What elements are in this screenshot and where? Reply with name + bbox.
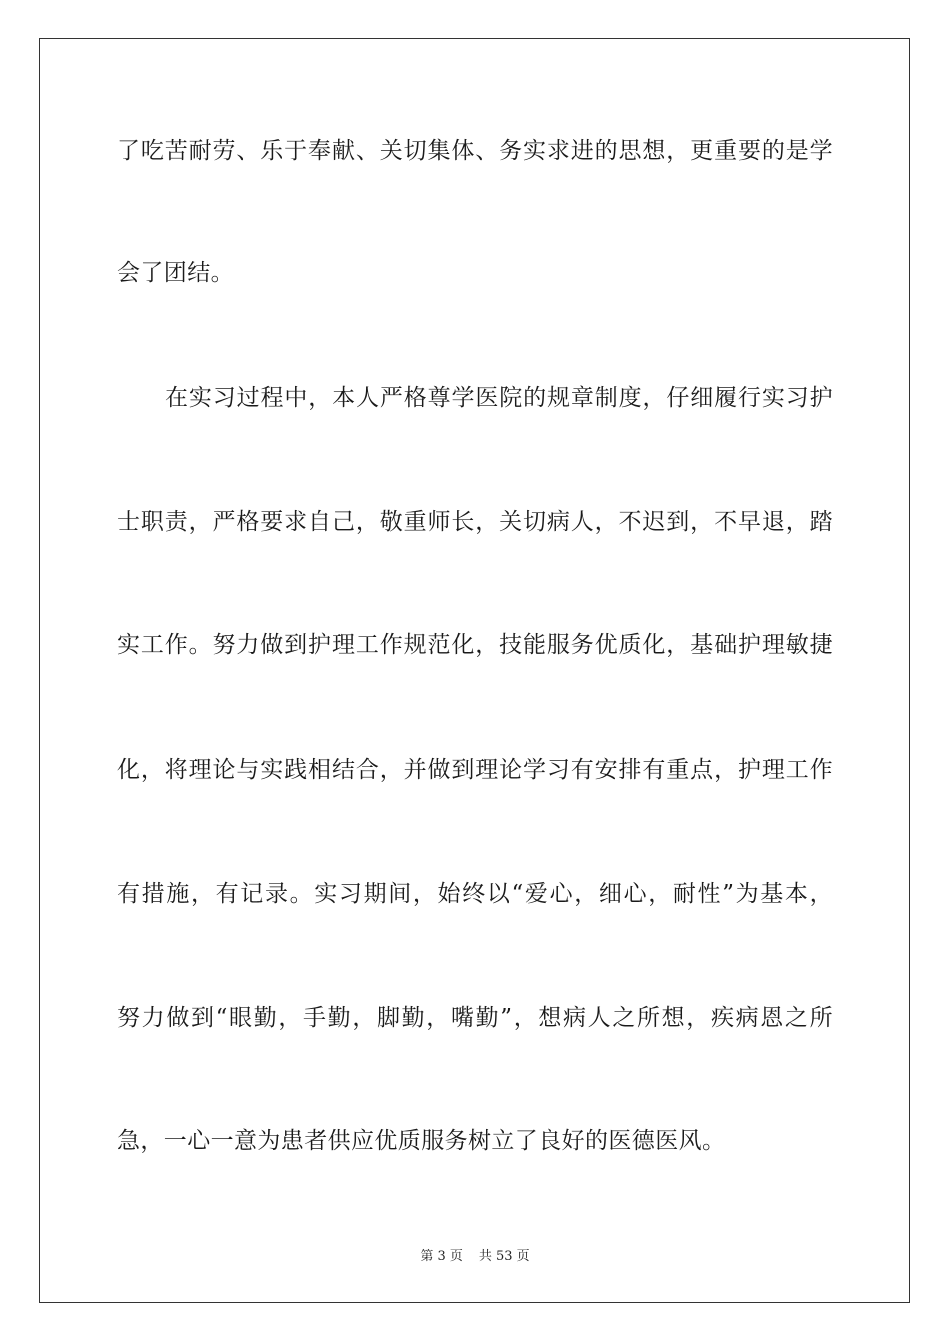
text-line-3: 在实习过程中，本人严格尊学医院的规章制度，仔细履行实习护 [165,385,833,411]
page-number: 第 3 页 [420,1249,463,1264]
text-line-4: 士职责，严格要求自己，敬重师长，关切病人，不迟到，不早退，踏 [117,509,833,535]
text-line-1: 了吃苦耐劳、乐于奉献、关切集体、务实求进的思想，更重要的是学 [117,138,833,164]
text-line-9: 急，一心一意为患者供应优质服务树立了良好的医德医风。 [117,1128,726,1154]
text-line-2: 会了团结。 [117,260,234,286]
text-line-6: 化，将理论与实践相结合，并做到理论学习有安排有重点，护理工作 [117,757,833,783]
page-frame [39,38,910,1303]
text-line-8: 努力做到“眼勤，手勤，脚勤，嘴勤”，想病人之所想，疾病恩之所 [117,1005,833,1031]
page-total: 共 53 页 [478,1249,530,1264]
text-line-5: 实工作。努力做到护理工作规范化，技能服务优质化，基础护理敏捷 [117,632,833,658]
page-footer [0,1248,950,1266]
text-line-7: 有措施，有记录。实习期间，始终以“爱心，细心，耐性”为基本， [117,881,833,907]
